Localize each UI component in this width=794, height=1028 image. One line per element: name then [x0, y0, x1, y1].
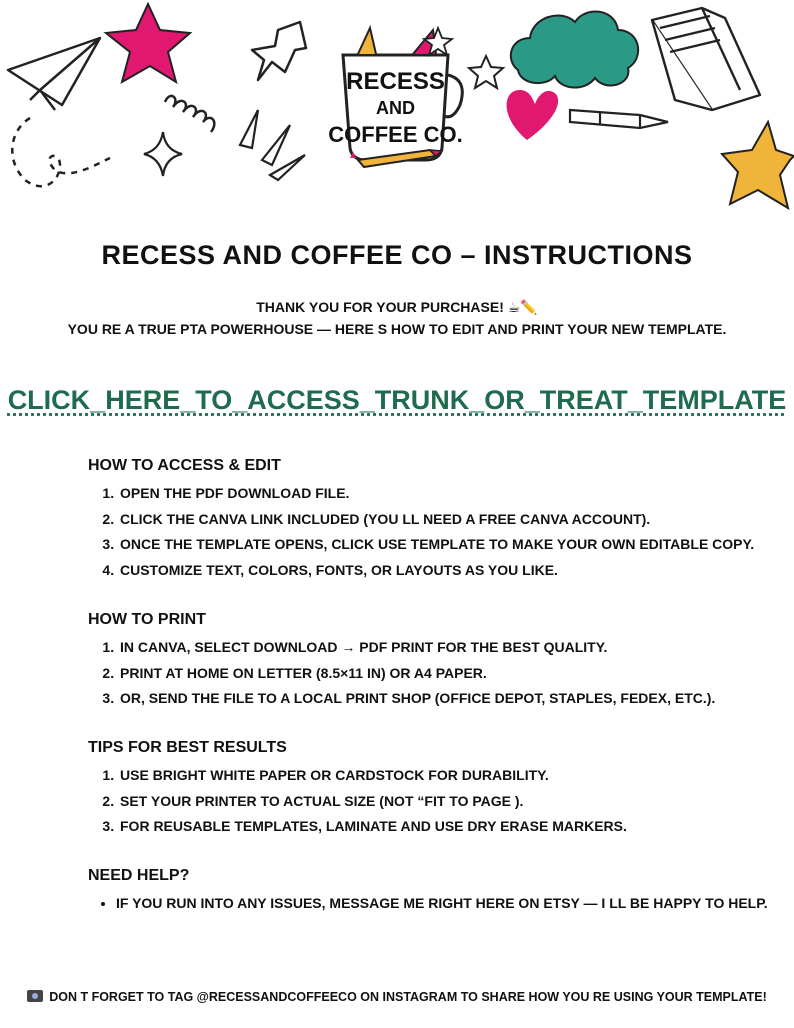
section-heading: HOW TO ACCESS & EDIT [88, 457, 281, 474]
push-pin-icon [252, 22, 306, 80]
section-access-edit [88, 457, 778, 583]
camera-icon [27, 990, 43, 1002]
coffee-pencil-emoji: ☕✏️ [507, 299, 538, 315]
list-item: • IF YOU RUN INTO ANY ISSUES, MESSAGE ME RIGHT HERE ON ETSY — I LL BE HAPPY TO HELP. [116, 891, 778, 916]
footer-text: DON T FORGET TO TAG @RECESSANDCOFFEECO ON INSTAGRAM TO SHARE HOW YOU RE USING YOUR TEMPLATE! [49, 990, 767, 1004]
yellow-star-icon [722, 122, 794, 208]
list-item: 3. OR, SEND THE FILE TO A LOCAL PRINT SHOP (OFFICE DEPOT, STAPLES, FEDEX, ETC.). [118, 686, 778, 712]
logo-line-2: AND [376, 98, 415, 118]
brand-logo [318, 20, 473, 175]
print-steps-list [88, 635, 778, 712]
list-item: 4. CUSTOMIZE TEXT, COLORS, FONTS, OR LAYOUTS AS YOU LIKE. [118, 558, 778, 584]
outline-star-icon [469, 56, 503, 88]
section-heading: TIPS FOR BEST RESULTS [88, 739, 287, 756]
help-list [88, 891, 778, 916]
open-book-icon [652, 8, 760, 110]
list-item: 2. SET YOUR PRINTER TO ACTUAL SIZE (NOT “FIT TO PAGE ). [118, 789, 778, 815]
thank-you-message [0, 296, 794, 340]
page-title: RECESS AND COFFEE CO – INSTRUCTIONS [101, 240, 693, 270]
pink-star-icon [106, 4, 190, 82]
pink-heart-icon [507, 90, 559, 140]
list-item: 1. USE BRIGHT WHITE PAPER OR CARDSTOCK FOR DURABILITY. [118, 763, 778, 789]
access-steps-list [88, 481, 778, 583]
section-help [88, 867, 778, 916]
dashed-trail-icon [12, 118, 110, 186]
list-item: 2. PRINT AT HOME ON LETTER (8.5×11 IN) OR A4 PAPER. [118, 661, 778, 687]
paper-plane-icon [8, 38, 100, 110]
section-print [88, 611, 778, 712]
powerhouse-line: YOU RE A TRUE PTA POWERHOUSE — HERE S HOW TO EDIT AND PRINT YOUR NEW TEMPLATE. [67, 321, 727, 337]
teal-cloud-icon [511, 12, 638, 88]
spring-icon [165, 96, 214, 132]
section-heading: NEED HELP? [88, 867, 190, 884]
template-access-link[interactable]: CLICK_HERE_TO_ACCESS_TRUNK_OR_TREAT_TEMPLATE [7, 385, 787, 415]
list-item: 3. FOR REUSABLE TEMPLATES, LAMINATE AND USE DRY ERASE MARKERS. [118, 814, 778, 840]
list-item: 1. IN CANVA, SELECT DOWNLOAD → PDF PRINT FOR THE BEST QUALITY. [118, 635, 778, 661]
logo-line-1: RECESS [346, 68, 445, 95]
burst-lines-icon [240, 110, 305, 180]
list-item: 2. CLICK THE CANVA LINK INCLUDED (YOU LL NEED A FREE CANVA ACCOUNT). [118, 507, 778, 533]
footer-note [0, 990, 794, 1004]
logo-line-3: COFFEE CO. [328, 122, 463, 147]
tips-list [88, 763, 778, 840]
section-heading: HOW TO PRINT [88, 611, 206, 628]
thank-you-line: THANK YOU FOR YOUR PURCHASE! [256, 299, 504, 315]
section-tips [88, 739, 778, 840]
pen-icon [570, 110, 668, 128]
sparkle-icon [144, 132, 182, 176]
list-item: 3. ONCE THE TEMPLATE OPENS, CLICK USE TEMPLATE TO MAKE YOUR OWN EDITABLE COPY. [118, 532, 778, 558]
list-item: 1. OPEN THE PDF DOWNLOAD FILE. [118, 481, 778, 507]
